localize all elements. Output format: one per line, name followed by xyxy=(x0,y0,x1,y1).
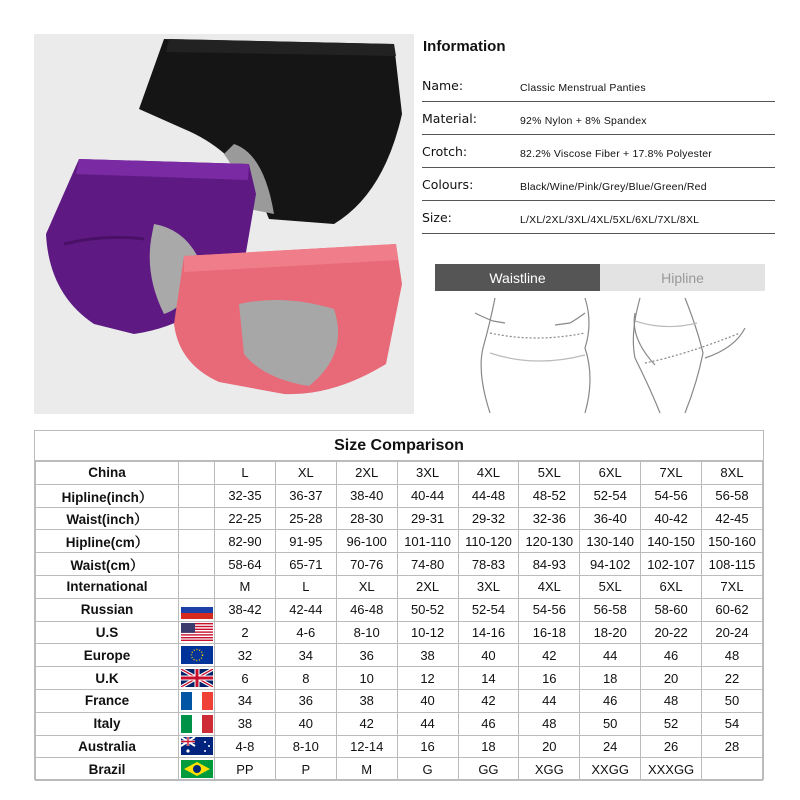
info-value: Classic Menstrual Panties xyxy=(520,82,646,94)
table-cell: 5XL xyxy=(519,462,580,485)
table-cell: 84-93 xyxy=(519,553,580,576)
table-cell: 14-16 xyxy=(458,621,519,644)
table-cell: 32-36 xyxy=(519,507,580,530)
table-cell: 94-102 xyxy=(580,553,641,576)
table-cell: 40 xyxy=(458,644,519,667)
table-cell: 8-10 xyxy=(336,621,397,644)
table-cell: 150-160 xyxy=(702,530,763,553)
row-label: Russian xyxy=(36,598,179,621)
table-cell: 60-62 xyxy=(702,598,763,621)
table-cell: 4XL xyxy=(458,462,519,485)
table-row xyxy=(36,758,763,781)
table-row xyxy=(36,575,763,598)
row-label: Europe xyxy=(36,644,179,667)
table-cell: 48-52 xyxy=(519,484,580,507)
table-row xyxy=(36,644,763,667)
table-cell: 20-22 xyxy=(641,621,702,644)
flag-cell xyxy=(179,484,215,507)
pink-panty xyxy=(174,244,402,394)
table-cell: 52 xyxy=(641,712,702,735)
info-row-size xyxy=(422,201,775,234)
table-cell: 82-90 xyxy=(215,530,276,553)
table-cell: 36 xyxy=(275,689,336,712)
tab-hipline[interactable]: Hipline xyxy=(600,264,765,291)
table-cell: 56-58 xyxy=(702,484,763,507)
table-cell: 2 xyxy=(215,621,276,644)
table-cell: 140-150 xyxy=(641,530,702,553)
table-cell: 8XL xyxy=(702,462,763,485)
hip-figure-icon xyxy=(633,298,745,413)
table-cell: 44 xyxy=(519,689,580,712)
table-cell: 38 xyxy=(397,644,458,667)
table-cell: 56-58 xyxy=(580,598,641,621)
table-row xyxy=(36,598,763,621)
table-cell: 44-48 xyxy=(458,484,519,507)
table-cell: 2XL xyxy=(397,575,458,598)
table-cell: 101-110 xyxy=(397,530,458,553)
row-label: Brazil xyxy=(36,758,179,781)
table-cell: 20 xyxy=(519,735,580,758)
table-cell: XXXGG xyxy=(641,758,702,781)
info-key: Size: xyxy=(422,210,452,225)
flag-cell xyxy=(179,462,215,485)
table-row xyxy=(36,621,763,644)
info-value: 92% Nylon + 8% Spandex xyxy=(520,115,647,127)
table-cell xyxy=(702,758,763,781)
table-row xyxy=(36,667,763,690)
table-cell: 32-35 xyxy=(215,484,276,507)
table-cell: L xyxy=(275,575,336,598)
row-label: International xyxy=(36,575,179,598)
table-cell: 54 xyxy=(702,712,763,735)
table-cell: 34 xyxy=(215,689,276,712)
info-row-material xyxy=(422,102,775,135)
table-cell: 54-56 xyxy=(519,598,580,621)
table-cell: 46 xyxy=(458,712,519,735)
row-label: U.S xyxy=(36,621,179,644)
measurement-illustration xyxy=(435,293,765,415)
table-cell: 22-25 xyxy=(215,507,276,530)
product-photo xyxy=(34,34,414,414)
info-value: Black/Wine/Pink/Grey/Blue/Green/Red xyxy=(520,181,707,193)
table-cell: GG xyxy=(458,758,519,781)
info-key: Material: xyxy=(422,111,477,126)
table-cell: 70-76 xyxy=(336,553,397,576)
info-value: 82.2% Viscose Fiber + 17.8% Polyester xyxy=(520,148,712,160)
table-cell: 102-107 xyxy=(641,553,702,576)
table-cell: 38-42 xyxy=(215,598,276,621)
table-title: Size Comparison xyxy=(35,431,763,461)
table-cell: XL xyxy=(275,462,336,485)
table-cell: 10-12 xyxy=(397,621,458,644)
table-cell: 46 xyxy=(641,644,702,667)
row-label: Hipline(inch） xyxy=(36,484,179,507)
table-cell: 48 xyxy=(519,712,580,735)
table-cell: 34 xyxy=(275,644,336,667)
table-cell: 5XL xyxy=(580,575,641,598)
table-cell: 4-8 xyxy=(215,735,276,758)
table-cell: 2XL xyxy=(336,462,397,485)
table-cell: 7XL xyxy=(702,575,763,598)
table-cell: 74-80 xyxy=(397,553,458,576)
info-row-crotch xyxy=(422,135,775,168)
table-cell: 4-6 xyxy=(275,621,336,644)
table-cell: 32 xyxy=(215,644,276,667)
table-row xyxy=(36,507,763,530)
table-cell: 96-100 xyxy=(336,530,397,553)
table-cell: 91-95 xyxy=(275,530,336,553)
waist-figure-icon xyxy=(475,298,590,413)
table-cell: 40-44 xyxy=(397,484,458,507)
table-cell: M xyxy=(336,758,397,781)
row-label: China xyxy=(36,462,179,485)
table-cell: 3XL xyxy=(458,575,519,598)
row-label: U.K xyxy=(36,667,179,690)
table-row xyxy=(36,712,763,735)
table-row xyxy=(36,484,763,507)
russia-flag xyxy=(179,598,215,621)
australia-flag xyxy=(179,735,215,758)
table-cell: 46 xyxy=(580,689,641,712)
table-row xyxy=(36,735,763,758)
table-cell: 6XL xyxy=(641,575,702,598)
table-cell: 29-31 xyxy=(397,507,458,530)
table-cell: 28-30 xyxy=(336,507,397,530)
table-cell: 58-60 xyxy=(641,598,702,621)
row-label: Italy xyxy=(36,712,179,735)
table-cell: 36 xyxy=(336,644,397,667)
flag-cell xyxy=(179,530,215,553)
table-cell: 38 xyxy=(336,689,397,712)
table-cell: 40-42 xyxy=(641,507,702,530)
table-cell: PP xyxy=(215,758,276,781)
table-cell: 48 xyxy=(641,689,702,712)
table-cell: L xyxy=(215,462,276,485)
info-key: Crotch: xyxy=(422,144,468,159)
table-cell: 36-40 xyxy=(580,507,641,530)
table-cell: 120-130 xyxy=(519,530,580,553)
table-cell: 65-71 xyxy=(275,553,336,576)
table-cell: 54-56 xyxy=(641,484,702,507)
table-cell: 40 xyxy=(275,712,336,735)
table-cell: 28 xyxy=(702,735,763,758)
uk-flag xyxy=(179,667,215,690)
info-title: Information xyxy=(423,38,506,55)
table-cell: 14 xyxy=(458,667,519,690)
table-cell: 24 xyxy=(580,735,641,758)
table-cell: 78-83 xyxy=(458,553,519,576)
flag-cell xyxy=(179,507,215,530)
table-cell: 6 xyxy=(215,667,276,690)
info-key: Name: xyxy=(422,78,464,93)
table-cell: 40 xyxy=(397,689,458,712)
row-label: Australia xyxy=(36,735,179,758)
table-cell: 6XL xyxy=(580,462,641,485)
table-cell: 25-28 xyxy=(275,507,336,530)
table-cell: 50 xyxy=(702,689,763,712)
italy-flag xyxy=(179,712,215,735)
info-row-name xyxy=(422,69,775,102)
france-flag xyxy=(179,689,215,712)
table-cell: M xyxy=(215,575,276,598)
table-cell: XL xyxy=(336,575,397,598)
table-cell: P xyxy=(275,758,336,781)
tab-waistline[interactable]: Waistline xyxy=(435,264,600,291)
table-cell: 42-45 xyxy=(702,507,763,530)
table-cell: 3XL xyxy=(397,462,458,485)
table-cell: 130-140 xyxy=(580,530,641,553)
table-cell: 16 xyxy=(519,667,580,690)
table-cell: 8-10 xyxy=(275,735,336,758)
flag-cell xyxy=(179,553,215,576)
table-cell: 18 xyxy=(458,735,519,758)
brazil-flag xyxy=(179,758,215,781)
table-cell: 8 xyxy=(275,667,336,690)
table-row xyxy=(36,689,763,712)
table-row xyxy=(36,462,763,485)
table-cell: 26 xyxy=(641,735,702,758)
table-cell: 58-64 xyxy=(215,553,276,576)
table-row xyxy=(36,530,763,553)
row-label: Hipline(cm） xyxy=(36,530,179,553)
table-cell: 16 xyxy=(397,735,458,758)
table-cell: 18 xyxy=(580,667,641,690)
flag-cell xyxy=(179,575,215,598)
measure-tabs xyxy=(435,264,765,291)
table-cell: 20-24 xyxy=(702,621,763,644)
table-cell: 44 xyxy=(397,712,458,735)
table-cell: 48 xyxy=(702,644,763,667)
size-table-body xyxy=(35,461,763,781)
usa-flag xyxy=(179,621,215,644)
table-cell: 42-44 xyxy=(275,598,336,621)
table-cell: 16-18 xyxy=(519,621,580,644)
table-cell: 42 xyxy=(336,712,397,735)
table-cell: 29-32 xyxy=(458,507,519,530)
table-cell: 42 xyxy=(458,689,519,712)
row-label: Waist(cm） xyxy=(36,553,179,576)
table-cell: 10 xyxy=(336,667,397,690)
table-cell: 42 xyxy=(519,644,580,667)
table-row xyxy=(36,553,763,576)
table-cell: 38 xyxy=(215,712,276,735)
table-cell: 38-40 xyxy=(336,484,397,507)
info-row-colours xyxy=(422,168,775,201)
table-cell: XGG xyxy=(519,758,580,781)
table-cell: G xyxy=(397,758,458,781)
table-cell: 12-14 xyxy=(336,735,397,758)
table-cell: 7XL xyxy=(641,462,702,485)
table-cell: 44 xyxy=(580,644,641,667)
table-cell: 22 xyxy=(702,667,763,690)
size-comparison-table xyxy=(34,430,764,780)
information-panel xyxy=(420,34,775,234)
table-cell: 12 xyxy=(397,667,458,690)
table-cell: XXGG xyxy=(580,758,641,781)
table-cell: 108-115 xyxy=(702,553,763,576)
table-cell: 4XL xyxy=(519,575,580,598)
row-label: Waist(inch） xyxy=(36,507,179,530)
table-cell: 18-20 xyxy=(580,621,641,644)
info-value: L/XL/2XL/3XL/4XL/5XL/6XL/7XL/8XL xyxy=(520,214,700,226)
table-cell: 52-54 xyxy=(580,484,641,507)
table-cell: 50-52 xyxy=(397,598,458,621)
table-cell: 52-54 xyxy=(458,598,519,621)
eu-flag xyxy=(179,644,215,667)
info-key: Colours: xyxy=(422,177,474,192)
table-cell: 110-120 xyxy=(458,530,519,553)
table-cell: 20 xyxy=(641,667,702,690)
table-cell: 50 xyxy=(580,712,641,735)
table-cell: 46-48 xyxy=(336,598,397,621)
table-cell: 36-37 xyxy=(275,484,336,507)
row-label: France xyxy=(36,689,179,712)
